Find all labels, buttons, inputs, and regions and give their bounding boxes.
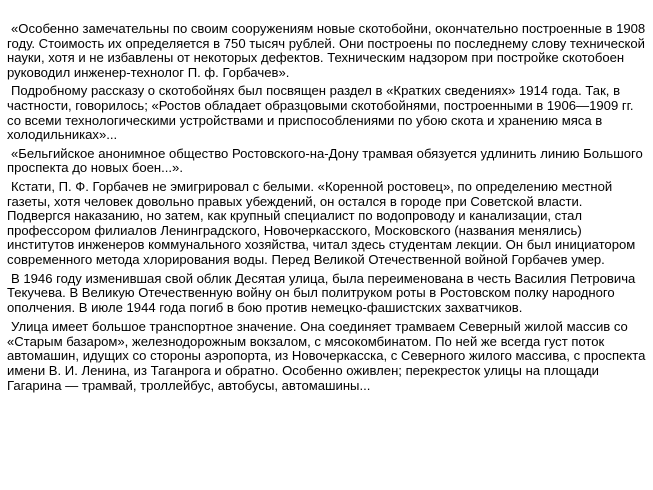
paragraph-4: Кстати, П. Ф. Горбачев не эмигрировал с белыми. «Коренной ростовец», по определению местной газеты, хотя человек довольно правых убеждений, он остался в городе при Советской власти. Подвергся наказанию, но затем, как крупный специалист по водопроводу и канализации, стал профессором филиалов Ленинградского, Новочеркасского, Московского (названия менялись) институтов инженеров коммунального хозяйства, читал здесь студентам лекции. Он был инициатором современного метода хлорирования воды. Перед Великой Отечественной войной Горбачев умер. xyxy=(7,178,636,267)
paragraph-1: «Особенно замечательны по своим сооружениям новые скотобойни, окончательно построенные в 1908 году. Стоимость их определяется в 750 тысяч рублей. Они построены по последнему слову технической науки, хотя и не избавлены от некоторых дефектов. Техническим надзором при постройке скотобоен руководил инженер-технолог П. ф. Горбачев». xyxy=(7,21,646,80)
paragraph-3: «Бельгийское анонимное общество Ростовского-на-Дону трамвая обязуется удлинить линию Большого проспекта до новых боен...». xyxy=(7,145,643,176)
paragraph-5: В 1946 году изменившая свой облик Десятая улица, была переименована в честь Василия Петровича Текучева. В Великую Отечественную войну он был политруком роты в Ростовском полку народного ополчения. В июле 1944 года погиб в бою против немецко-фашистских захватчиков. xyxy=(7,270,636,315)
paragraph-6: Улица имеет большое транспортное значение. Она соединяет трамваем Северный жилой массив со «Старым базаром», железнодорожным вокзалом, с мясокомбинатом. По ней же всегда густ поток автомашин, идущих со стороны аэропорта, из Новочеркасска, с Северного жилого массива, с проспекта имени В. И. Ленина, из Таганрога и обратно. Особенно оживлен; перекресток улицы на площади Гагарина — трамвай, троллейбус, автобусы, автомашины... xyxy=(7,319,646,393)
paragraph-2: Подробному рассказу о скотобойнях был посвящен раздел в «Кратких сведениях» 1914 года. Так, в частности, говорилось; «Ростов обладает образцовыми скотобойнями, построенными в 1906—1909 гг. со всеми технологическими устройствами и приспособлениями по убою скота и хранению мяса в холодильниках»... xyxy=(7,83,634,143)
document-page xyxy=(7,22,647,393)
